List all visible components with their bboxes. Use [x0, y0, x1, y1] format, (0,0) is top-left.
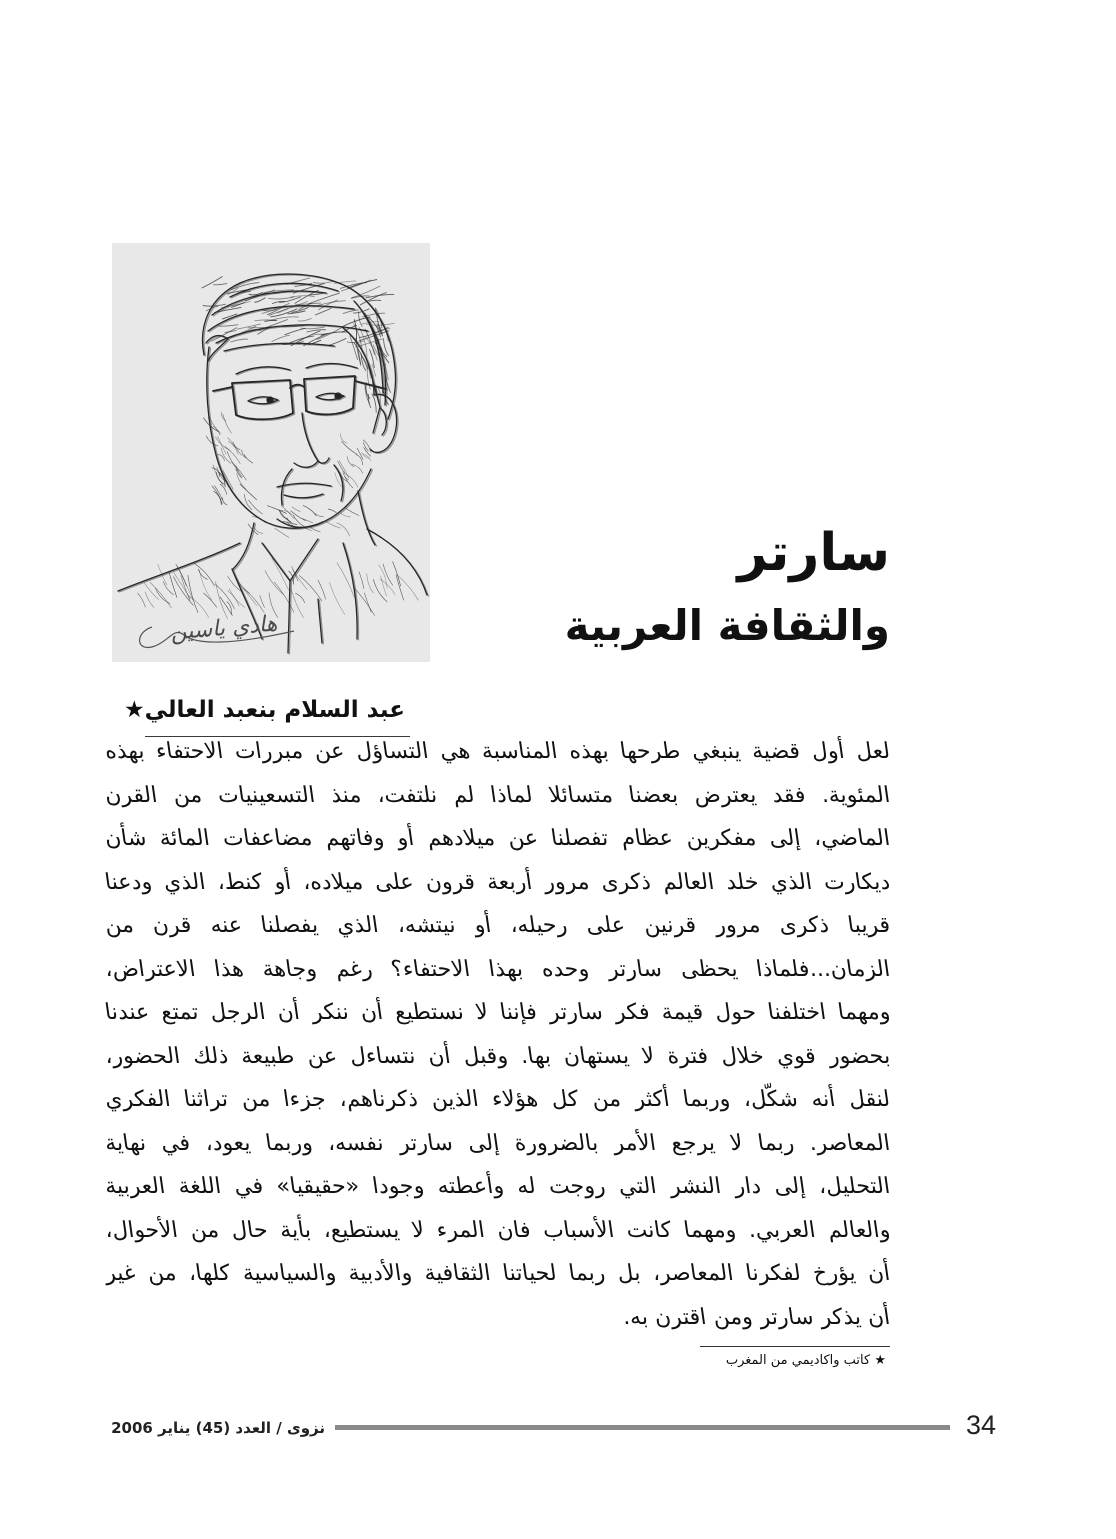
author-name: عبد السلام بنعبد العالي★ [124, 697, 405, 723]
article-body-line: قريبا ذكرى مرور قرنين على رحيله، أو نيتشه، الذي يفصلنا عنه قرن من [103, 913, 892, 938]
article-body-line: التحليل، إلى دار النشر التي روجت له وأعطته وجودا «حقيقيا» في اللغة العربية [103, 1174, 892, 1199]
portrait-sketch [112, 243, 430, 662]
article-body-line: لنقل أنه شكّل، وربما أكثر من كل هؤلاء الذين ذكرناهم، جزءا من تراثنا الفكري [103, 1087, 892, 1112]
issue-info: نزوى / العدد (45) يناير 2006 [111, 1419, 325, 1437]
footer-rule [335, 1425, 950, 1430]
article-body-line: ديكارت الذي خلد العالم ذكرى مرور أربعة قرون على ميلاده، أو كنط، الذي ودعنا [103, 869, 892, 895]
article-body-line: بحضور قوي خلال فترة لا يستهان بها. وقبل أن نتساءل عن طبيعة ذلك الحضور، [103, 1043, 892, 1069]
article-body-line: المعاصر. ربما لا يرجع الأمر بالضرورة إلى سارتر نفسه، وربما يعود، في نهاية [103, 1130, 892, 1156]
article-title: سارتر [737, 523, 890, 583]
footnote-separator [700, 1346, 890, 1347]
article-body-line: والعالم العربي. ومهما كانت الأسباب فان المرء لا يستطيع، بأية حال من الأحوال، [103, 1217, 892, 1243]
article-body-line: أن يؤرخ لفكرنا المعاصر، بل ربما لحياتنا الثقافية والأدبية والسياسية كلها، من غير [103, 1261, 892, 1286]
article-body-line: لعل أول قضية ينبغي طرحها بهذه المناسبة هي التساؤل عن مبررات الاحتفاء بهذه [103, 739, 892, 764]
author-footnote: ★ كاتب واكاديمي من المغرب [725, 1353, 886, 1368]
article-subtitle: والثقافة العربية [564, 601, 890, 650]
article-body-line: ومهما اختلفنا حول قيمة فكر سارتر فإننا لا نستطيع أن ننكر أن الرجل تمتع عندنا [103, 1000, 892, 1025]
article-body-line: الماضي، إلى مفكرين عظام تفصلنا عن ميلادهم أو وفاتهم مضاعفات المائة شأن [103, 826, 892, 851]
signature-text: هادي ياسين [169, 611, 279, 646]
article-body-line: المئوية. فقد يعترض بعضنا متسائلا لماذا لم نلتفت، منذ التسعينيات من القرن [103, 782, 892, 808]
article-body-line: الزمان...فلماذا يحظى سارتر وحده بهذا الاحتفاء؟ رغم وجاهة هذا الاعتراض، [103, 956, 892, 982]
page-number: 34 [966, 1410, 997, 1440]
article-body-line: أن يذكر سارتر ومن اقترن به. [621, 1304, 892, 1330]
